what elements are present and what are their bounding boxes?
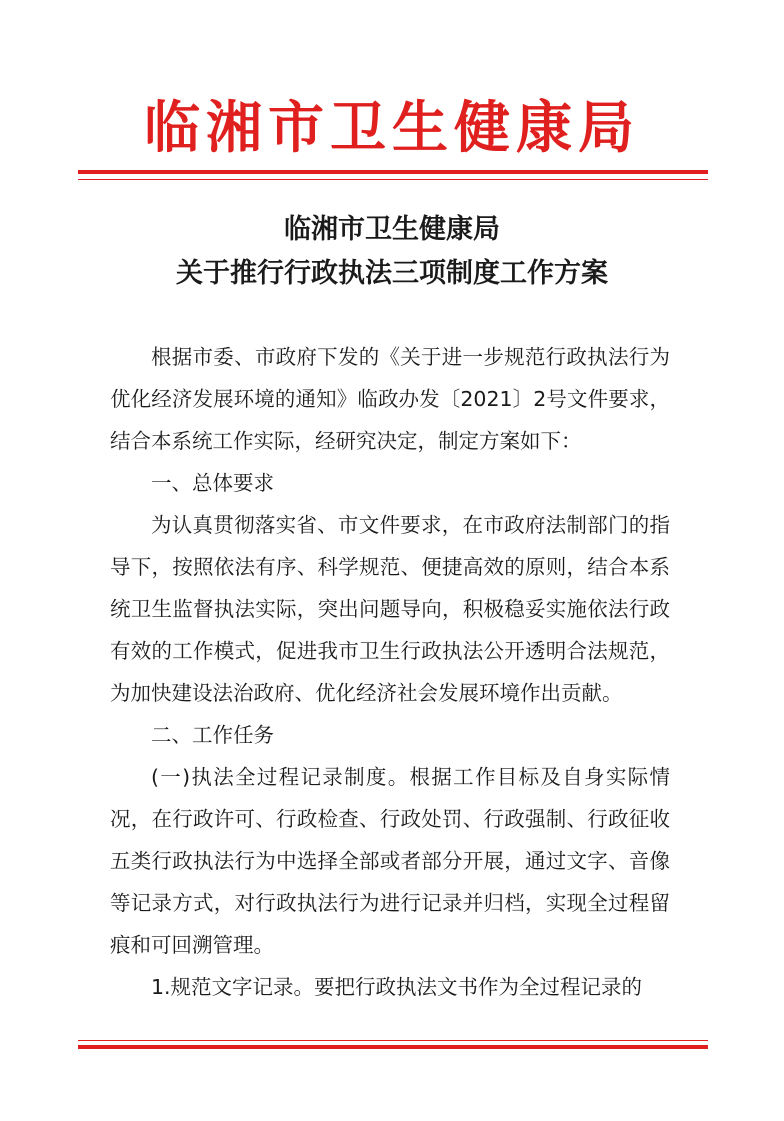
task-one-paragraph: (一)执法全过程记录制度。根据工作目标及自身实际情况，在行政许可、行政检查、行政处罚、行政强制、行政征收五类行政执法行为中选择全部或者部分开展，通过文字、音像等记录方式，对行政执法行为进行记录并归档，实现全过程留痕和可回溯管理。	[110, 765, 670, 957]
task-one-item-one-paragraph: 1.规范文字记录。要把行政执法文书作为全过程记录的	[151, 975, 643, 999]
footer-rule-thin	[78, 1040, 708, 1041]
letterhead-rule-thick	[78, 170, 708, 174]
intro-paragraph: 根据市委、市政府下发的《关于进一步规范行政执法行为优化经济发展环境的通知》临政办发〔2021〕2号文件要求，结合本系统工作实际，经研究决定，制定方案如下：	[110, 345, 670, 453]
footer-rule-thick	[78, 1045, 708, 1049]
letterhead-org-name: 临湘市卫生健康局	[144, 95, 640, 161]
general-requirements-paragraph: 为认真贯彻落实省、市文件要求，在市政府法制部门的指导下，按照依法有序、科学规范、便捷高效的原则，结合本系统卫生监督执法实际，突出问题导向，积极稳妥实施依法行政有效的工作模式，促进我市卫生行政执法公开透明合法规范，为加快建设法治政府、优化经济社会发展环境作出贡献。	[110, 513, 670, 705]
section-heading-work-tasks: 二、工作任务	[151, 723, 274, 747]
section-heading-general-requirements: 一、总体要求	[151, 471, 274, 495]
letterhead-rule-thin	[78, 179, 708, 180]
document-title-line2: 关于推行行政执法三项制度工作方案	[176, 258, 608, 289]
document-body	[110, 336, 670, 1008]
document-title-line1: 临湘市卫生健康局	[284, 214, 500, 245]
